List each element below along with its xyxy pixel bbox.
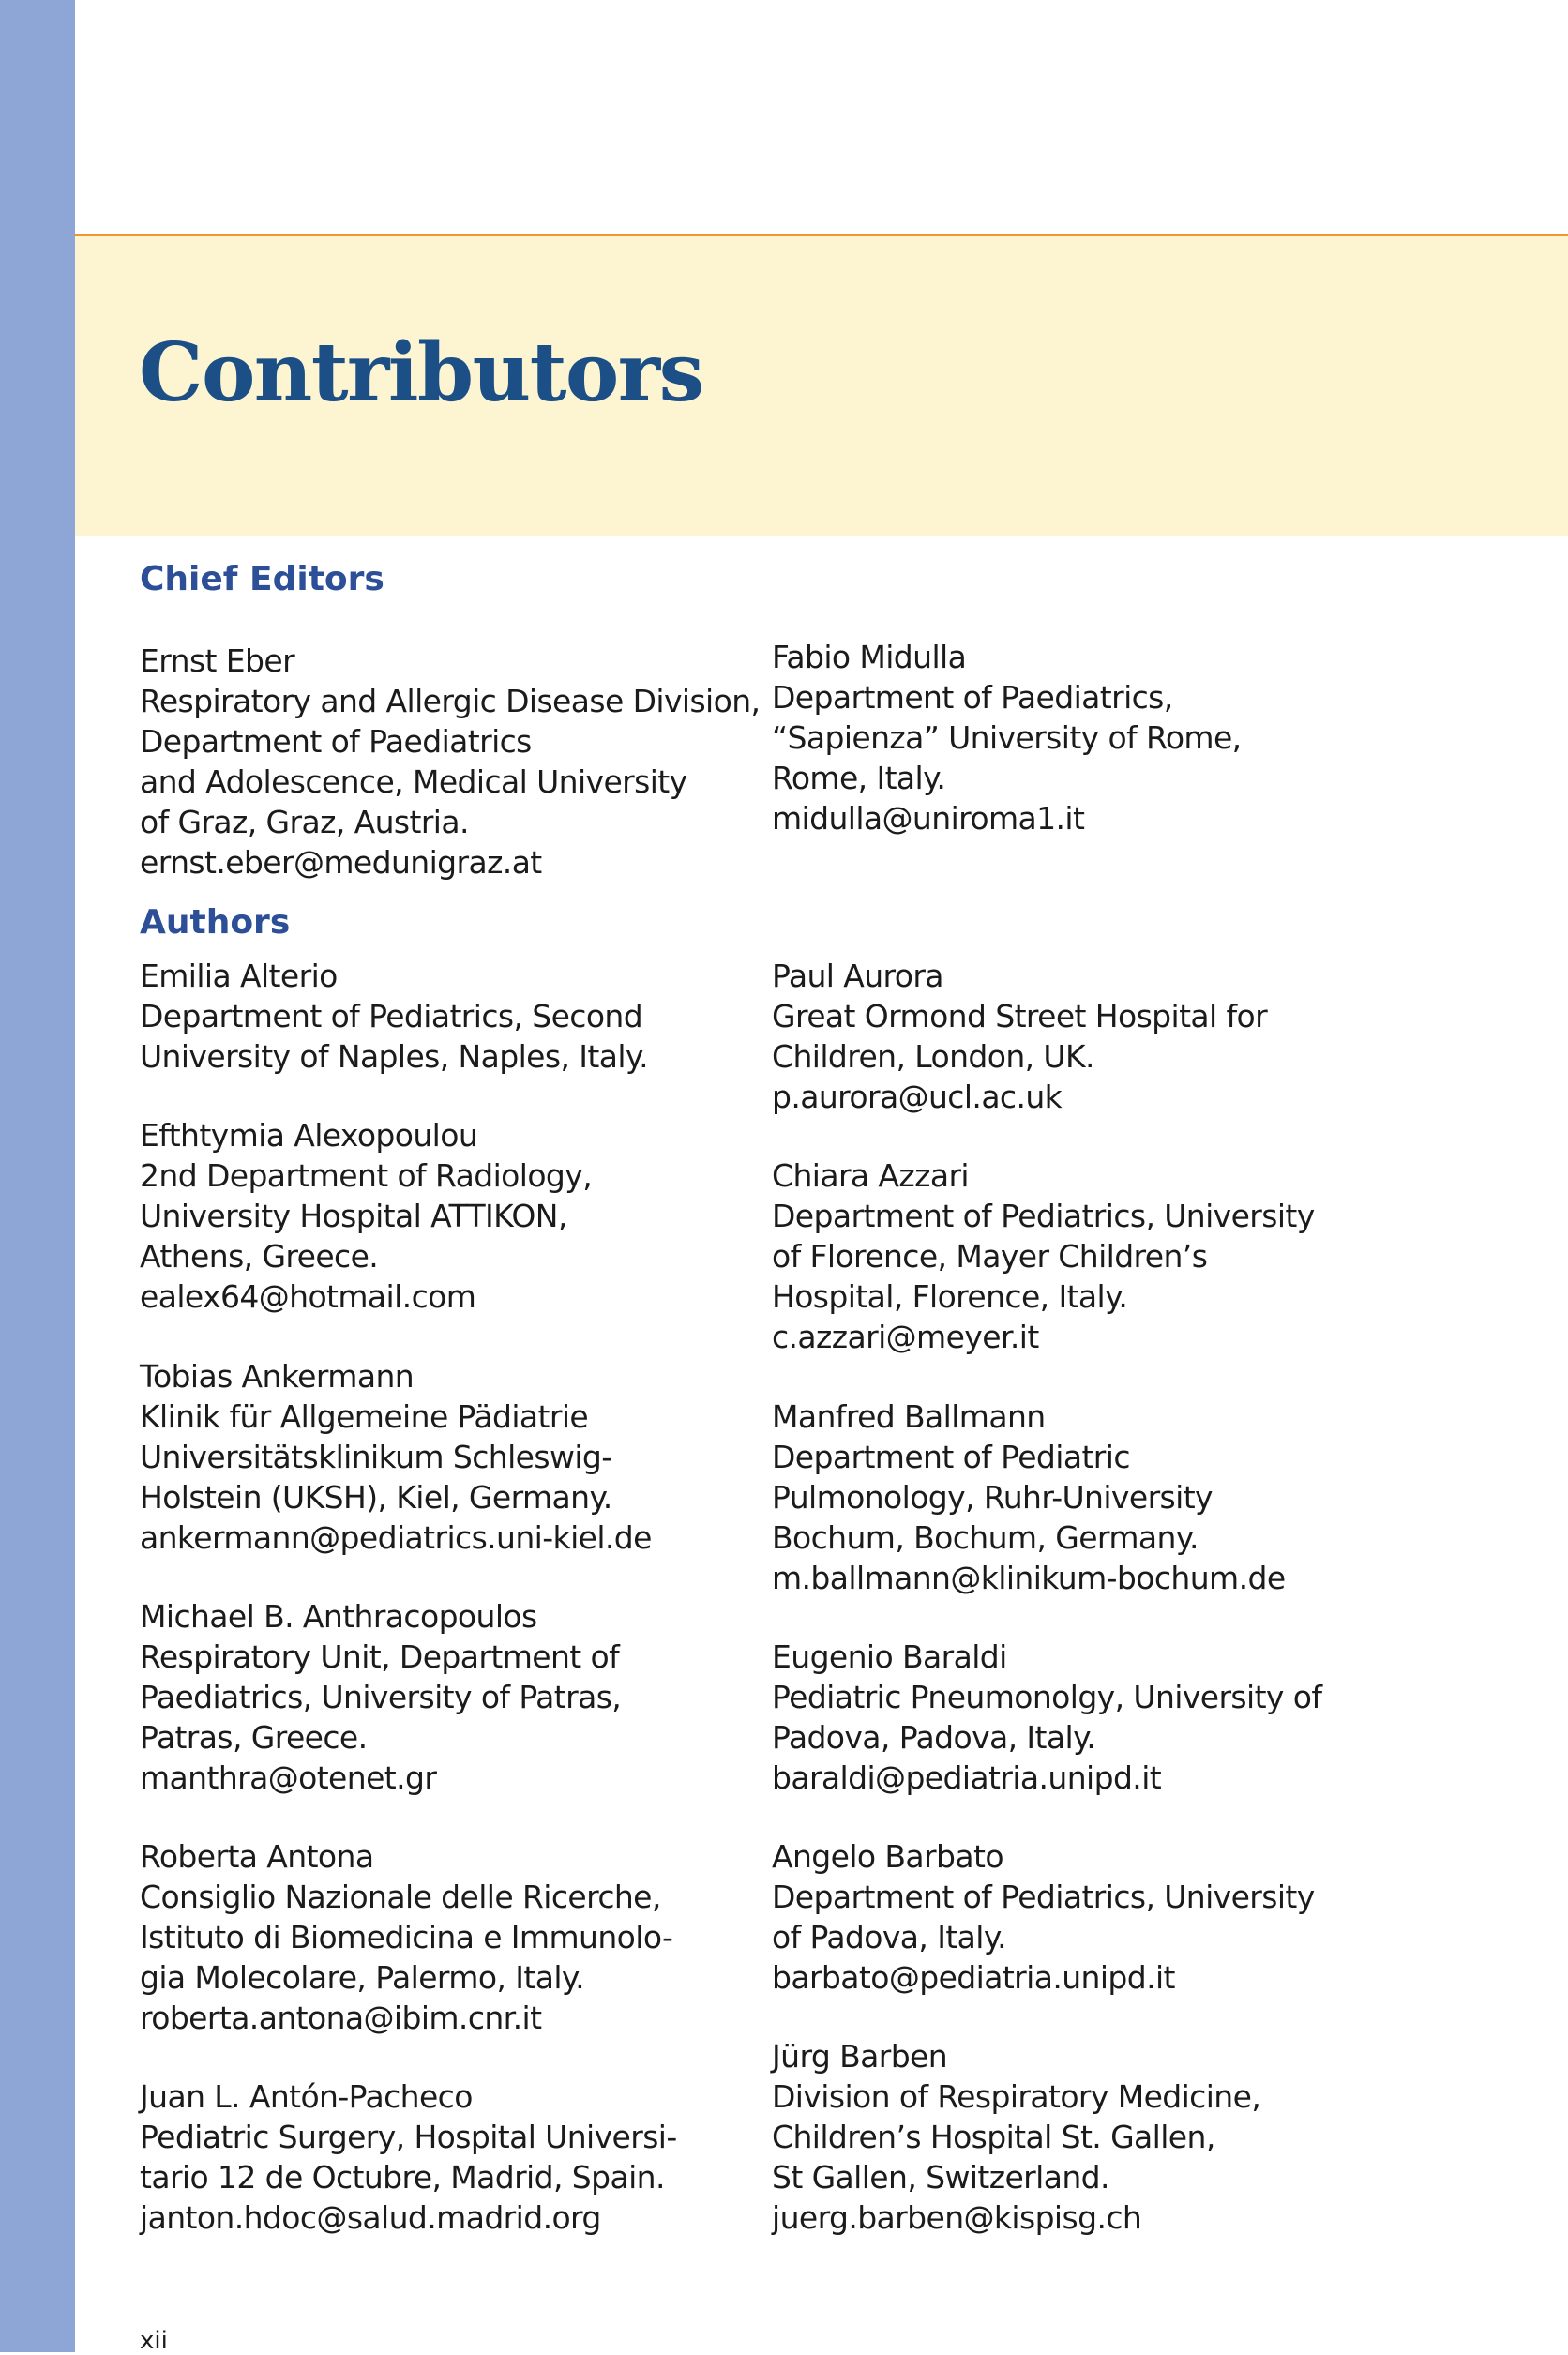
- contributor-name: Eugenio Baraldi: [772, 1638, 1007, 1675]
- author-entry: [140, 1836, 672, 2038]
- affiliation-line: Istituto di Biomedicina e Immunolo-: [140, 1919, 673, 1955]
- affiliation-line: Department of Pediatric: [772, 1439, 1130, 1475]
- affiliation-line: Athens, Greece.: [140, 1238, 379, 1275]
- affiliation-line: Department of Pediatrics, University: [772, 1879, 1315, 1915]
- contributor-name: Roberta Antona: [140, 1838, 374, 1875]
- email-line: roberta.antona@ibim.cnr.it: [140, 2000, 542, 2036]
- email-line: baraldi@pediatria.unipd.it: [772, 1759, 1162, 1796]
- affiliation-line: Department of Pediatrics, Second: [140, 998, 643, 1034]
- email-line: p.aurora@ucl.ac.uk: [772, 1079, 1063, 1115]
- affiliation-line: St Gallen, Switzerland.: [772, 2159, 1109, 2196]
- author-entry: [772, 956, 1267, 1117]
- affiliation-line: Pediatric Surgery, Hospital Universi-: [140, 2119, 677, 2155]
- page-number: xii: [140, 2327, 168, 2355]
- email-line: manthra@otenet.gr: [140, 1759, 437, 1796]
- chief-editors-heading: Chief Editors: [140, 560, 384, 598]
- author-entry: [140, 2076, 677, 2238]
- affiliation-line: of Florence, Mayer Children’s: [772, 1238, 1208, 1275]
- author-entry: [772, 1637, 1321, 1798]
- affiliation-line: Klinik für Allgemeine Pädiatrie: [140, 1398, 589, 1435]
- affiliation-line: of Graz, Graz, Austria.: [140, 804, 469, 840]
- email-line: ealex64@hotmail.com: [140, 1278, 476, 1315]
- contributor-name: Fabio Midulla: [772, 639, 967, 675]
- authors-heading: Authors: [140, 903, 291, 942]
- contributor-name: Chiara Azzari: [772, 1157, 970, 1194]
- affiliation-line: Department of Paediatrics,: [772, 679, 1173, 716]
- author-entry: [140, 1115, 592, 1317]
- affiliation-line: Department of Pediatrics, University: [772, 1198, 1315, 1234]
- affiliation-line: Division of Respiratory Medicine,: [772, 2078, 1261, 2115]
- contributor-name: Efthtymia Alexopoulou: [140, 1117, 478, 1154]
- affiliation-line: Consiglio Nazionale delle Ricerche,: [140, 1879, 661, 1915]
- affiliation-line: “Sapienza” University of Rome,: [772, 719, 1242, 756]
- chief-editor-entry: [140, 641, 760, 883]
- affiliation-line: Patras, Greece.: [140, 1719, 368, 1756]
- affiliation-line: Respiratory Unit, Department of: [140, 1638, 620, 1675]
- affiliation-line: Great Ormond Street Hospital for: [772, 998, 1268, 1034]
- author-entry: [772, 1396, 1286, 1598]
- affiliation-line: Holstein (UKSH), Kiel, Germany.: [140, 1479, 612, 1516]
- email-line: c.azzari@meyer.it: [772, 1319, 1039, 1355]
- page-title: Contributors: [139, 325, 703, 420]
- affiliation-line: tario 12 de Octubre, Madrid, Spain.: [140, 2159, 665, 2196]
- contributor-name: Angelo Barbato: [772, 1838, 1003, 1875]
- affiliation-line: Pediatric Pneumonolgy, University of: [772, 1679, 1322, 1715]
- affiliation-line: Padova, Padova, Italy.: [772, 1719, 1096, 1756]
- affiliation-line: Respiratory and Allergic Disease Division,: [140, 683, 761, 719]
- contributor-name: Emilia Alterio: [140, 958, 338, 994]
- email-line: midulla@uniroma1.it: [772, 800, 1085, 837]
- author-entry: [140, 1596, 621, 1798]
- affiliation-line: of Padova, Italy.: [772, 1919, 1006, 1955]
- affiliation-line: Rome, Italy.: [772, 760, 946, 796]
- contributor-name: Ernst Eber: [140, 642, 295, 679]
- contributor-name: Manfred Ballmann: [772, 1398, 1046, 1435]
- contributor-name: Michael B. Anthracopoulos: [140, 1598, 537, 1635]
- author-entry: [140, 1356, 652, 1558]
- chief-editor-entry: [772, 637, 1242, 838]
- affiliation-line: University Hospital ATTIKON,: [140, 1198, 567, 1234]
- email-line: ernst.eber@medunigraz.at: [140, 844, 542, 881]
- contributor-name: Paul Aurora: [772, 958, 943, 994]
- affiliation-line: 2nd Department of Radiology,: [140, 1157, 593, 1194]
- contributor-name: Tobias Ankermann: [140, 1358, 415, 1395]
- affiliation-line: Hospital, Florence, Italy.: [772, 1278, 1128, 1315]
- affiliation-line: Universitätsklinikum Schleswig-: [140, 1439, 612, 1475]
- affiliation-line: University of Naples, Naples, Italy.: [140, 1038, 649, 1075]
- email-line: barbato@pediatria.unipd.it: [772, 1959, 1175, 1996]
- contributor-name: Juan L. Antón-Pacheco: [140, 2078, 473, 2115]
- author-entry: [772, 1155, 1315, 1357]
- email-line: janton.hdoc@salud.madrid.org: [140, 2199, 601, 2236]
- sidebar-stripe: [0, 0, 75, 2352]
- email-line: ankermann@pediatrics.uni-kiel.de: [140, 1519, 652, 1556]
- affiliation-line: Department of Paediatrics: [140, 723, 532, 760]
- affiliation-line: and Adolescence, Medical University: [140, 763, 687, 800]
- affiliation-line: Pulmonology, Ruhr-University: [772, 1479, 1213, 1516]
- affiliation-line: gia Molecolare, Palermo, Italy.: [140, 1959, 584, 1996]
- email-line: m.ballmann@klinikum-bochum.de: [772, 1560, 1286, 1596]
- email-line: juerg.barben@kispisg.ch: [772, 2199, 1142, 2236]
- affiliation-line: Children, London, UK.: [772, 1038, 1094, 1075]
- author-entry: [772, 2036, 1260, 2238]
- contributor-name: Jürg Barben: [772, 2038, 948, 2075]
- author-entry: [140, 956, 648, 1077]
- affiliation-line: Bochum, Bochum, Germany.: [772, 1519, 1199, 1556]
- affiliation-line: Paediatrics, University of Patras,: [140, 1679, 622, 1715]
- affiliation-line: Children’s Hospital St. Gallen,: [772, 2119, 1215, 2155]
- author-entry: [772, 1836, 1315, 1998]
